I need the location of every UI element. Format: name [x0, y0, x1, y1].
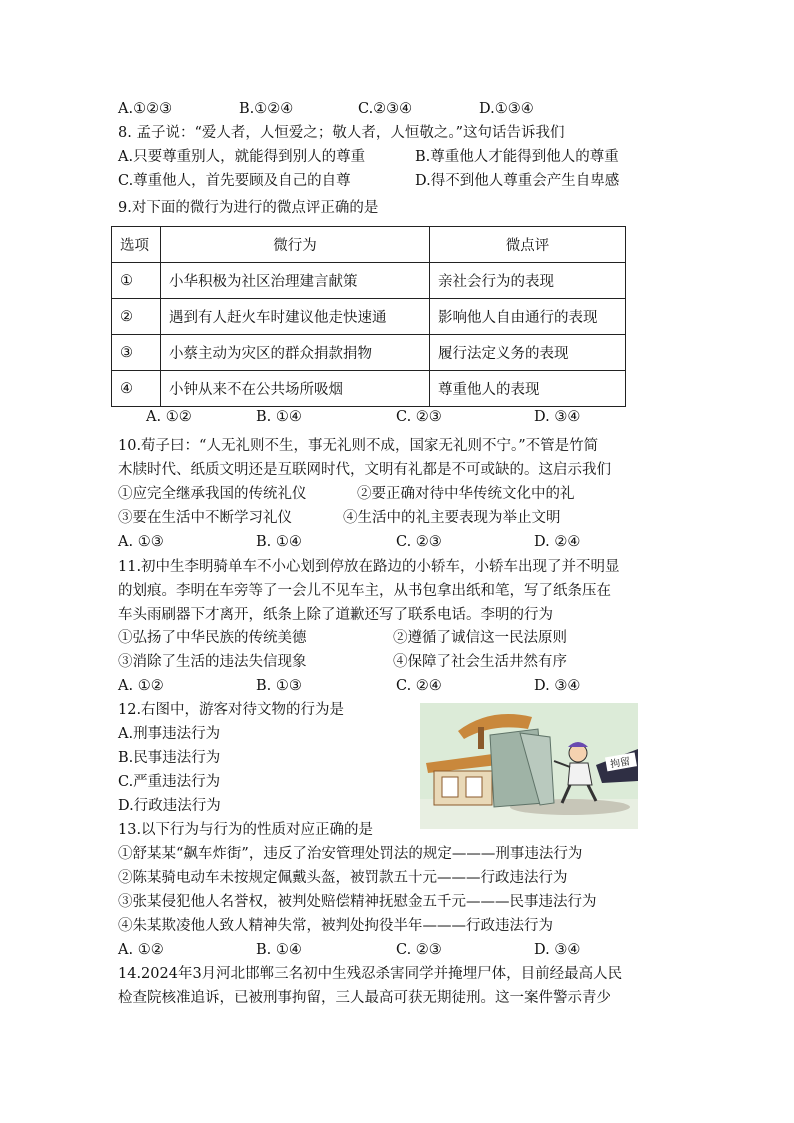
q13-statement-1: ①舒某某“飙车炸街”，违反了治安管理处罚法的规定———刑事违法行为 — [118, 846, 583, 862]
q12-option-a: A.刑事违法行为 — [118, 726, 221, 742]
q13-statement-2: ②陈某骑电动车未按规定佩戴头盔，被罚款五十元———行政违法行为 — [118, 870, 568, 886]
row-behavior: 小蔡主动为灾区的群众捐款捐物 — [161, 335, 430, 371]
q10-option-c: C. ②③ — [396, 534, 442, 550]
q10-stem-line1: 10.荀子曰：“人无礼则不生，事无礼则不成，国家无礼则不宁。”不管是竹简 — [118, 438, 599, 454]
q13-stem: 13.以下行为与行为的性质对应正确的是 — [118, 822, 374, 838]
q11-statement-2: ②遵循了诚信这一民法原则 — [393, 630, 567, 646]
q10-statement-3: ③要在生活中不断学习礼仪 — [118, 510, 292, 526]
q10-statement-4: ④生活中的礼主要表现为举止文明 — [343, 510, 561, 526]
q9-option-a: A. ①② — [146, 409, 192, 425]
row-number: ② — [112, 299, 161, 335]
table-header-row — [112, 227, 626, 263]
table-row — [112, 335, 626, 371]
q11-statements-row1 — [118, 627, 678, 649]
q11-option-b: B. ①③ — [256, 678, 302, 694]
q11-options — [118, 675, 678, 697]
q13-option-b: B. ①④ — [256, 942, 302, 958]
q12-option-b: B.民事违法行为 — [118, 750, 221, 766]
q13-statement-4: ④朱某欺凌他人致人精神失常，被判处拘役半年———行政违法行为 — [118, 918, 553, 934]
q9-option-b: B. ①④ — [256, 409, 302, 425]
q11-statement-4: ④保障了社会生活井然有序 — [393, 654, 567, 670]
row-behavior: 小华积极为社区治理建言献策 — [161, 263, 430, 299]
q8-options-row1 — [118, 146, 678, 168]
q11-option-a: A. ①② — [118, 678, 164, 694]
q9-option-d: D. ③④ — [534, 409, 581, 425]
q11-stem-line2: 的划痕。李明在车旁等了一会儿不见车主，从书包拿出纸和笔，写了纸条压在 — [118, 583, 611, 599]
q11-statement-3: ③消除了生活的违法失信现象 — [118, 654, 307, 670]
q11-statement-1: ①弘扬了中华民族的传统美德 — [118, 630, 307, 646]
q11-option-d: D. ③④ — [534, 678, 581, 694]
q12-stem: 12.右图中，游客对待文物的行为是 — [118, 702, 345, 718]
header-option: 选项 — [112, 227, 161, 263]
q8-option-d: D.得不到他人尊重会产生自卑感 — [415, 173, 620, 189]
q13-statement-3: ③张某侵犯他人名誉权，被判处赔偿精神抚慰金五千元———民事违法行为 — [118, 894, 597, 910]
q13-option-c: C. ②③ — [396, 942, 442, 958]
detention-label: 拘留 — [609, 756, 632, 771]
row-comment: 亲社会行为的表现 — [430, 263, 626, 299]
q7-options — [118, 98, 678, 120]
q13-option-a: A. ①② — [118, 942, 164, 958]
header-comment: 微点评 — [430, 227, 626, 263]
stone-pillar-icon — [490, 729, 554, 807]
q13-options — [118, 939, 678, 961]
table-row — [112, 371, 626, 407]
row-comment: 履行法定义务的表现 — [430, 335, 626, 371]
q8-option-a: A.只要尊重别人，就能得到别人的尊重 — [118, 149, 366, 165]
q14-stem-line2: 检查院核准追诉，已被刑事拘留，三人最高可获无期徒刑。这一案件警示青少 — [118, 990, 611, 1006]
q9-stem: 9.对下面的微行为进行的微点评正确的是 — [118, 200, 379, 216]
q7-option-d: D.①③④ — [479, 101, 534, 117]
q8-options-row2 — [118, 170, 678, 192]
q10-statement-2: ②要正确对待中华传统文化中的礼 — [357, 486, 575, 502]
q10-statements-row2 — [118, 507, 678, 529]
row-comment: 尊重他人的表现 — [430, 371, 626, 407]
row-comment: 影响他人自由通行的表现 — [430, 299, 626, 335]
header-behavior: 微行为 — [161, 227, 430, 263]
q10-option-a: A. ①③ — [118, 534, 164, 550]
q7-option-a: A.①②③ — [118, 101, 173, 117]
q13-option-d: D. ③④ — [534, 942, 581, 958]
q10-option-d: D. ②④ — [534, 534, 581, 550]
q12-option-c: C.严重违法行为 — [118, 774, 221, 790]
q7-option-b: B.①②④ — [239, 101, 294, 117]
q9-table — [111, 226, 626, 407]
q10-statements-row1 — [118, 483, 678, 505]
row-number: ③ — [112, 335, 161, 371]
row-number: ④ — [112, 371, 161, 407]
q10-option-b: B. ①④ — [256, 534, 302, 550]
row-number: ① — [112, 263, 161, 299]
q12-option-d: D.行政违法行为 — [118, 798, 221, 814]
row-behavior: 遇到有人赶火车时建议他走快速通 — [161, 299, 430, 335]
q10-stem-line2: 木牍时代、纸质文明还是互联网时代，文明有礼都是不可或缺的。这启示我们 — [118, 462, 611, 478]
q11-statements-row2 — [118, 651, 678, 673]
q9-options — [146, 406, 706, 428]
row-behavior: 小钟从来不在公共场所吸烟 — [161, 371, 430, 407]
q9-option-c: C. ②③ — [396, 409, 442, 425]
q14-stem-line1: 14.2024年3月河北邯郸三名初中生残忍杀害同学并掩埋尸体，目前经最高人民 — [118, 966, 623, 982]
tourist-vandalism-cartoon — [420, 703, 638, 829]
q7-option-c: C.②③④ — [358, 101, 413, 117]
q8-option-b: B.尊重他人才能得到他人的尊重 — [415, 149, 619, 165]
q10-options — [118, 531, 678, 553]
q8-option-c: C.尊重他人，首先要顾及自己的自尊 — [118, 173, 351, 189]
q8-stem: 8. 孟子说：“爱人者，人恒爱之；敬人者，人恒敬之。”这句话告诉我们 — [118, 125, 565, 141]
q11-option-c: C. ②④ — [396, 678, 442, 694]
table-row — [112, 299, 626, 335]
q11-stem-line1: 11.初中生李明骑单车不小心划到停放在路边的小轿车，小轿车出现了并不明显 — [118, 559, 620, 575]
q11-stem-line3: 车头雨刷器下才离开，纸条上除了道歉还写了联系电话。李明的行为 — [118, 607, 553, 623]
table-row — [112, 263, 626, 299]
q10-statement-1: ①应完全继承我国的传统礼仪 — [118, 486, 307, 502]
